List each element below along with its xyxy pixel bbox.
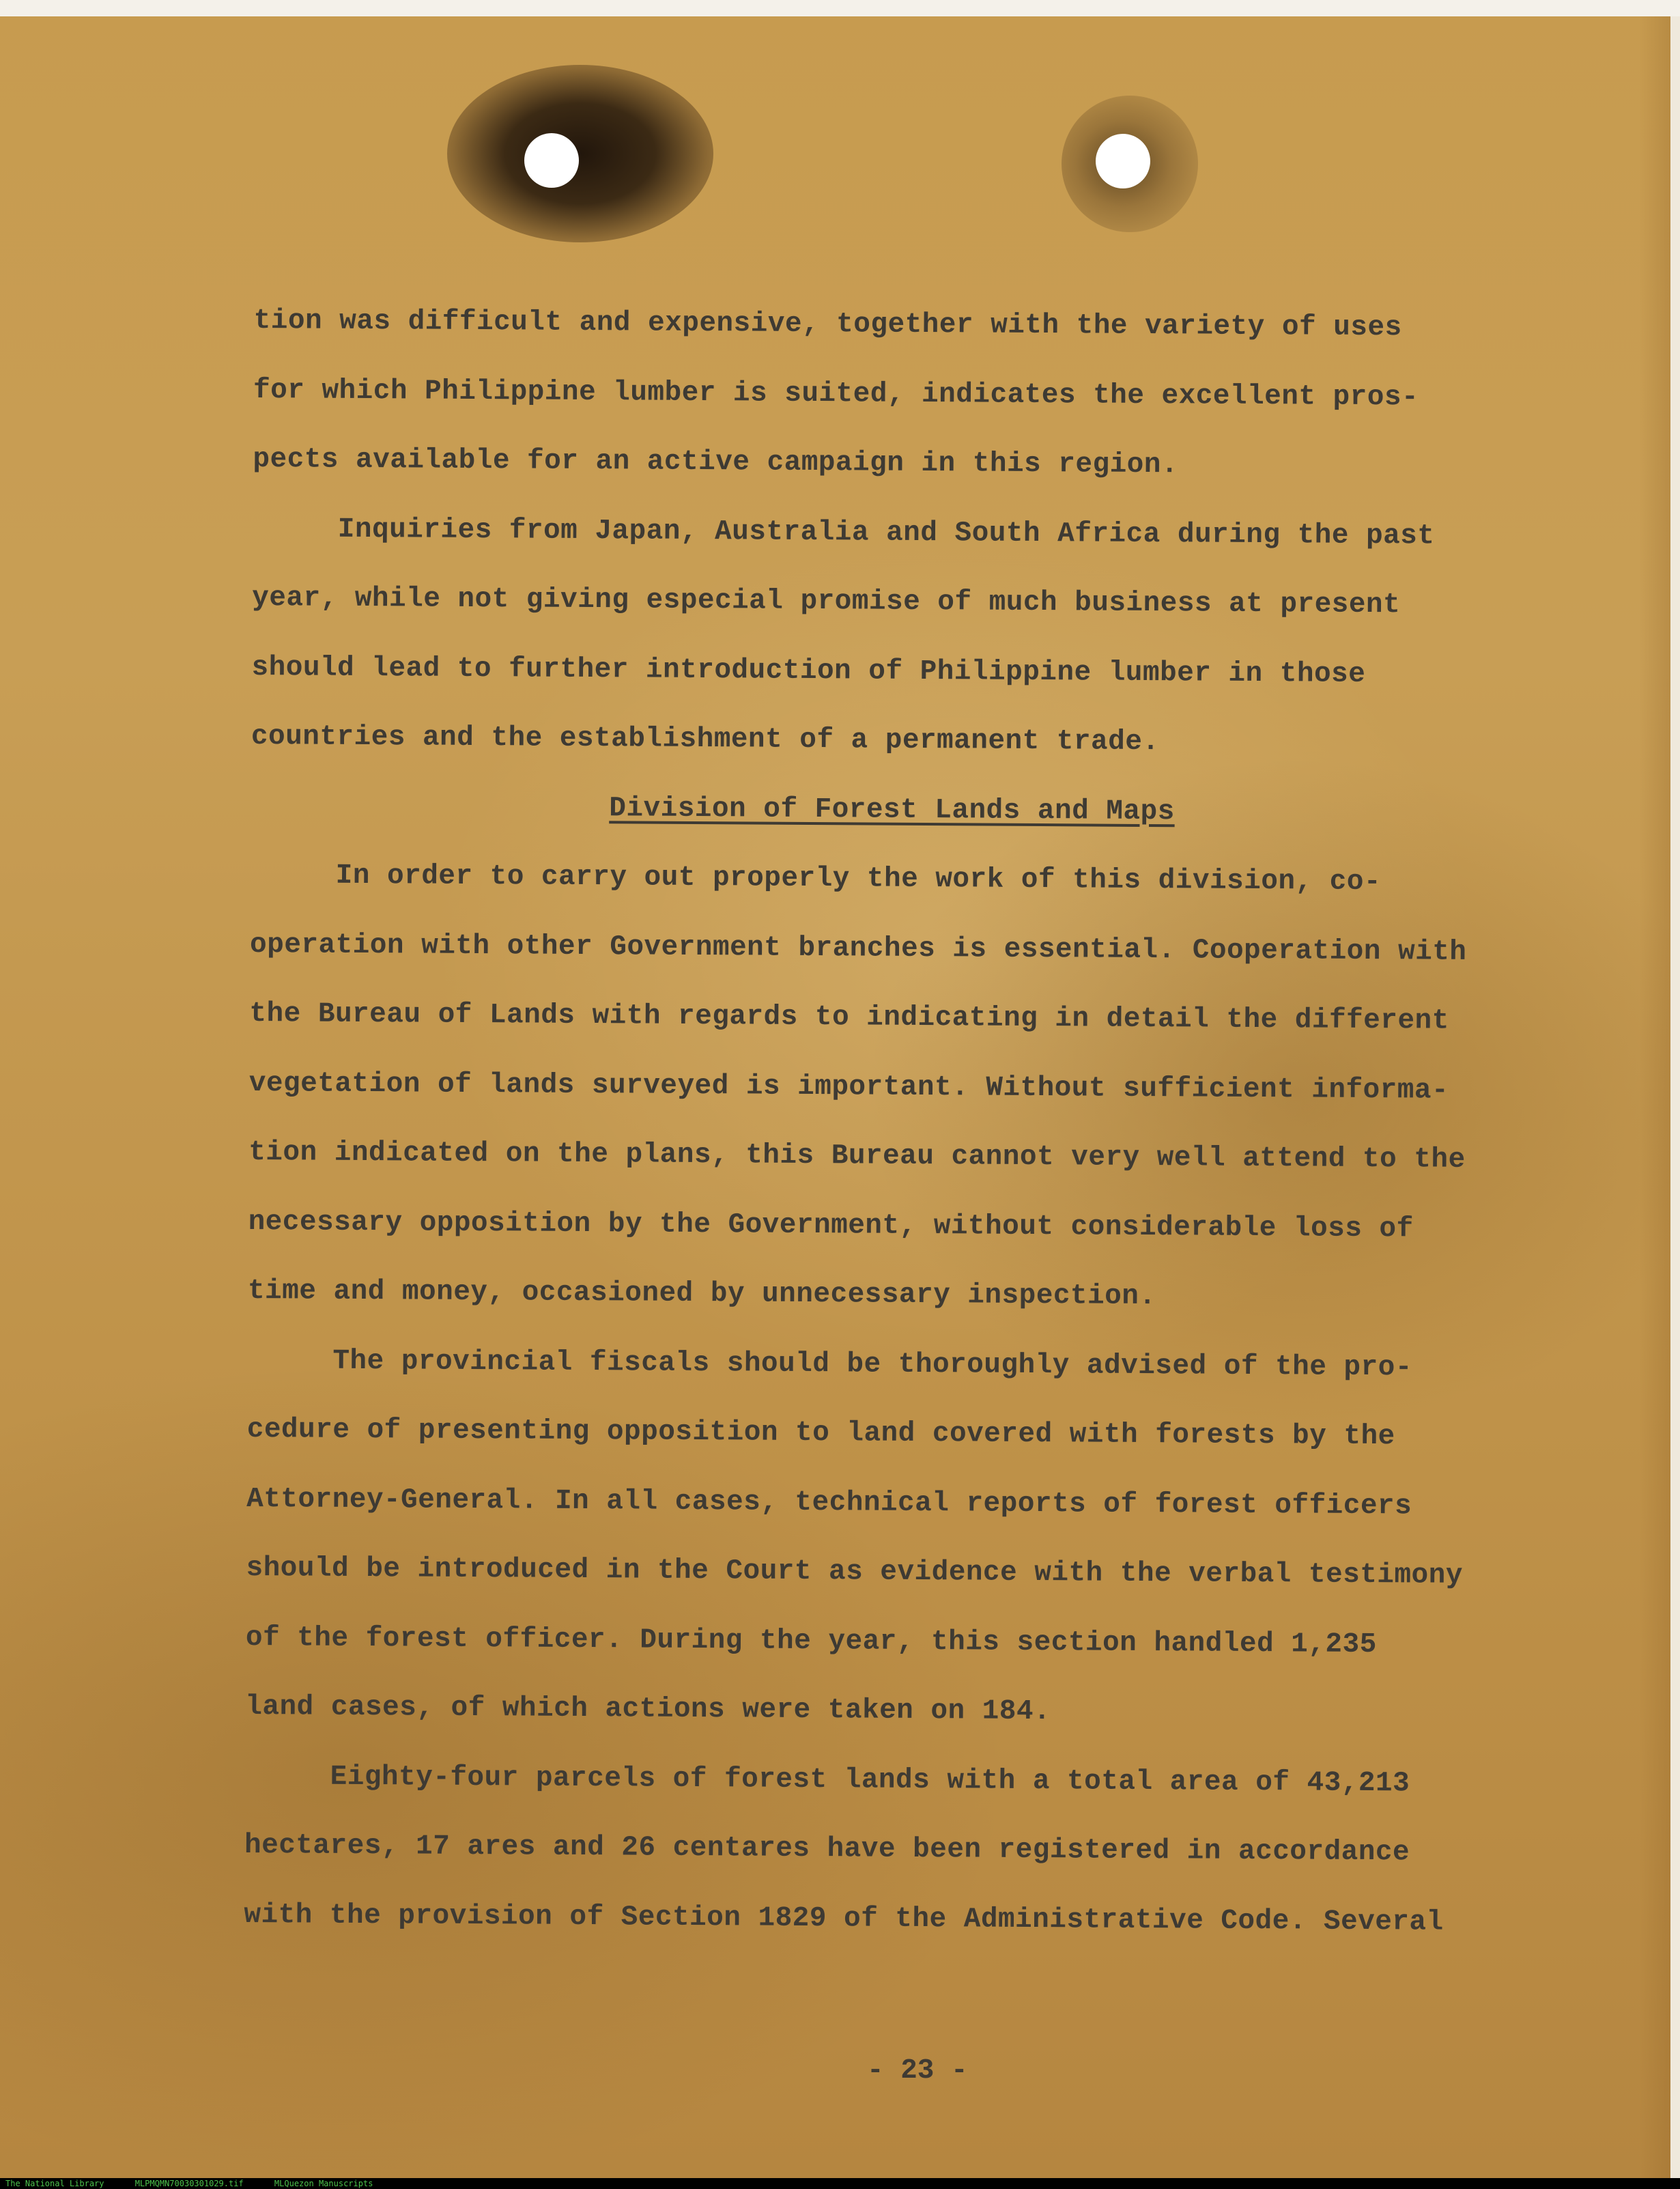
page-edge-right — [1670, 0, 1680, 2178]
burn-stain-left — [447, 65, 713, 242]
text-line: operation with other Government branches is essential. Cooperation with — [249, 929, 1467, 968]
text-line: Inquiries from Japan, Australia and South Africa during the past — [337, 513, 1435, 552]
text-line: cedure of presenting opposition to land covered with forests by the — [246, 1413, 1395, 1453]
archive-footer-bar — [0, 2178, 1680, 2189]
text-line: tion was difficult and expensive, together with the variety of uses — [253, 305, 1402, 344]
text-line: Attorney-General. In all cases, technical reports of forest officers — [246, 1483, 1412, 1522]
page-edge-top — [0, 0, 1680, 16]
text-line: countries and the establishment of a permanent trade. — [251, 720, 1160, 759]
punch-hole-right — [1096, 134, 1150, 188]
text-line: In order to carry out properly the work of this division, co- — [335, 860, 1382, 899]
text-line: with the provision of Section 1829 of the Administrative Code. Several — [244, 1899, 1444, 1938]
typed-text-body — [244, 287, 1537, 1958]
footer-filename: MLPMQMN70030301029.tif — [134, 2179, 244, 2188]
text-line: The provincial fiscals should be thoroughly advised of the pro- — [332, 1345, 1413, 1383]
page-number: - 23 - — [867, 2055, 968, 2087]
text-line: year, while not giving especial promise of much business at present — [252, 582, 1401, 621]
text-line: vegetation of lands surveyed is important. Without sufficient informa- — [248, 1067, 1449, 1107]
text-line: pects available for an active campaign in this region. — [253, 443, 1179, 481]
text-line: tion indicated on the plans, this Bureau cannot very well attend to the — [248, 1136, 1466, 1176]
text-line: for which Philippine lumber is suited, indicates the excellent pros- — [253, 374, 1419, 413]
text-line: time and money, occasioned by unnecessary inspection. — [247, 1275, 1156, 1313]
text-line: the Bureau of Lands with regards to indicating in detail the different — [249, 998, 1449, 1037]
text-line: of the forest officer. During the year, this section handled 1,235 — [245, 1622, 1377, 1661]
text-line: should lead to further introduction of Philippine lumber in those — [251, 651, 1366, 690]
footer-library: The National Library — [5, 2179, 104, 2188]
text-line: land cases, of which actions were taken on 184. — [245, 1691, 1051, 1728]
text-line: hectares, 17 ares and 26 centares have been registered in accordance — [244, 1829, 1410, 1869]
punch-hole-left — [524, 133, 579, 188]
footer-collection: MLQuezon Manuscripts — [274, 2179, 373, 2188]
text-line: should be introduced in the Court as evidence with the verbal testimony — [246, 1552, 1464, 1592]
text-line: Eighty-four parcels of forest lands with a total area of 43,213 — [330, 1761, 1410, 1799]
section-heading: Division of Forest Lands and Maps — [609, 792, 1175, 828]
text-line: necessary opposition by the Government, without considerable loss of — [248, 1206, 1414, 1245]
